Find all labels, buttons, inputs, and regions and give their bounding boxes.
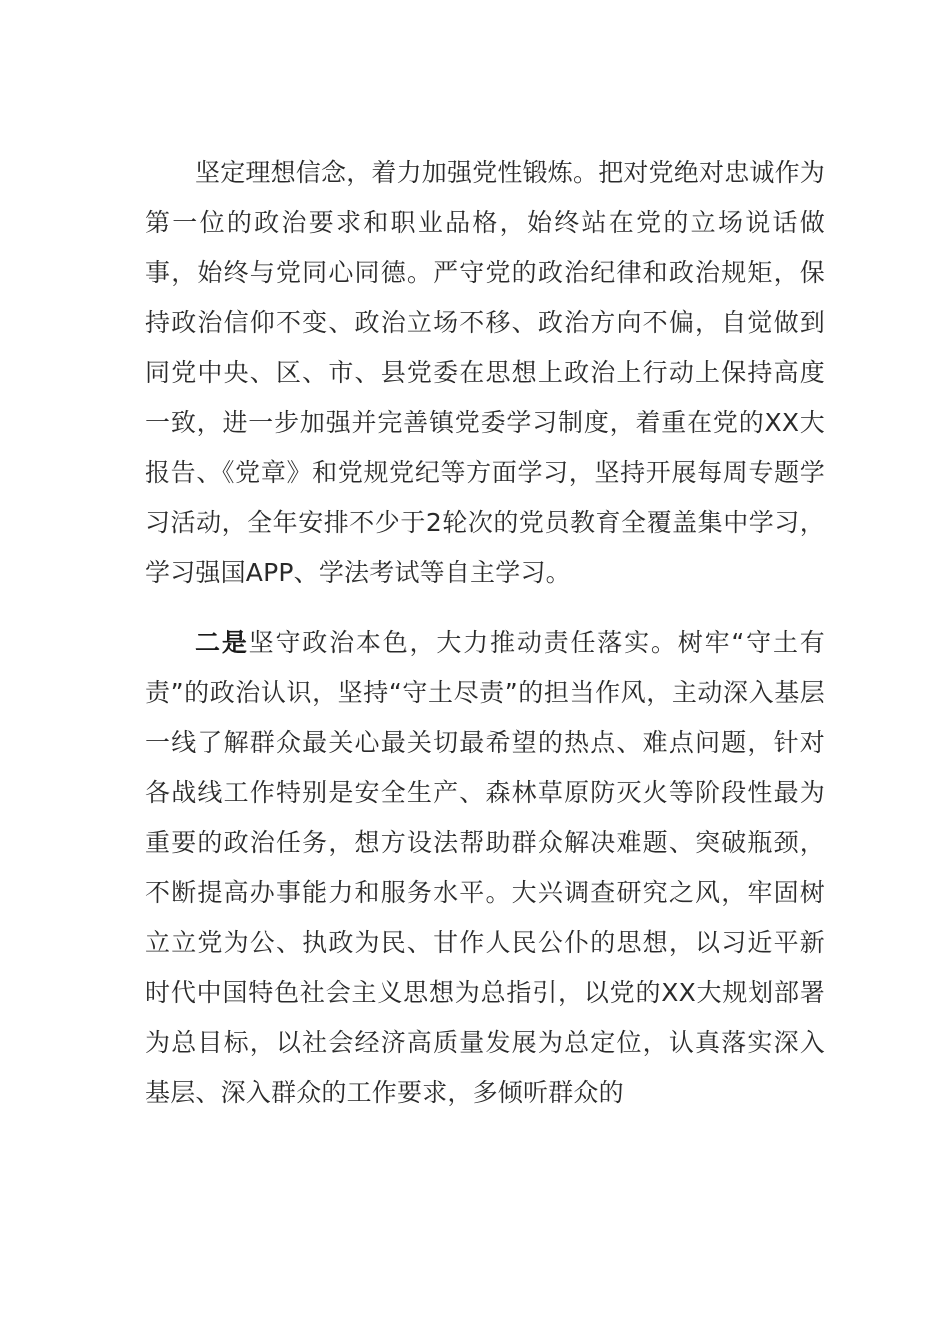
- paragraph-2-lead: 二是: [195, 628, 249, 657]
- document-body: [145, 148, 825, 1118]
- paragraph-1-text: 坚定理想信念，着力加强党性锻炼。把对党绝对忠诚作为第一位的政治要求和职业品格，始终站在党的立场说话做事，始终与党同心同德。严守党的政治纪律和政治规矩，保持政治信仰不变、政治立场不移、政治方向不偏，自觉做到同党中央、区、市、县党委在思想上政治上行动上保持高度一致，进一步加强并完善镇党委学习制度，着重在党的XX大报告、《党章》和党规党纪等方面学习，坚持开展每周专题学习活动，全年安排不少于2轮次的党员教育全覆盖集中学习，学习强国APP、学法考试等自主学习。: [145, 158, 826, 587]
- paragraph-2: [145, 618, 825, 1118]
- paragraph-2-text: 坚守政治本色，大力推动责任落实。树牢“守土有责”的政治认识，坚持“守土尽责”的担当作风，主动深入基层一线了解群众最关心最关切最希望的热点、难点问题，针对各战线工作特别是安全生产、森林草原防灭火等阶段性最为重要的政治任务，想方设法帮助群众解决难题、突破瓶颈，不断提高办事能力和服务水平。大兴调查研究之风，牢固树立立党为公、执政为民、甘作人民公仆的思想，以习近平新时代中国特色社会主义思想为总指引，以党的XX大规划部署为总目标，以社会经济高质量发展为总定位，认真落实深入基层、深入群众的工作要求，多倾听群众的: [145, 628, 825, 1107]
- paragraph-1: [145, 148, 825, 598]
